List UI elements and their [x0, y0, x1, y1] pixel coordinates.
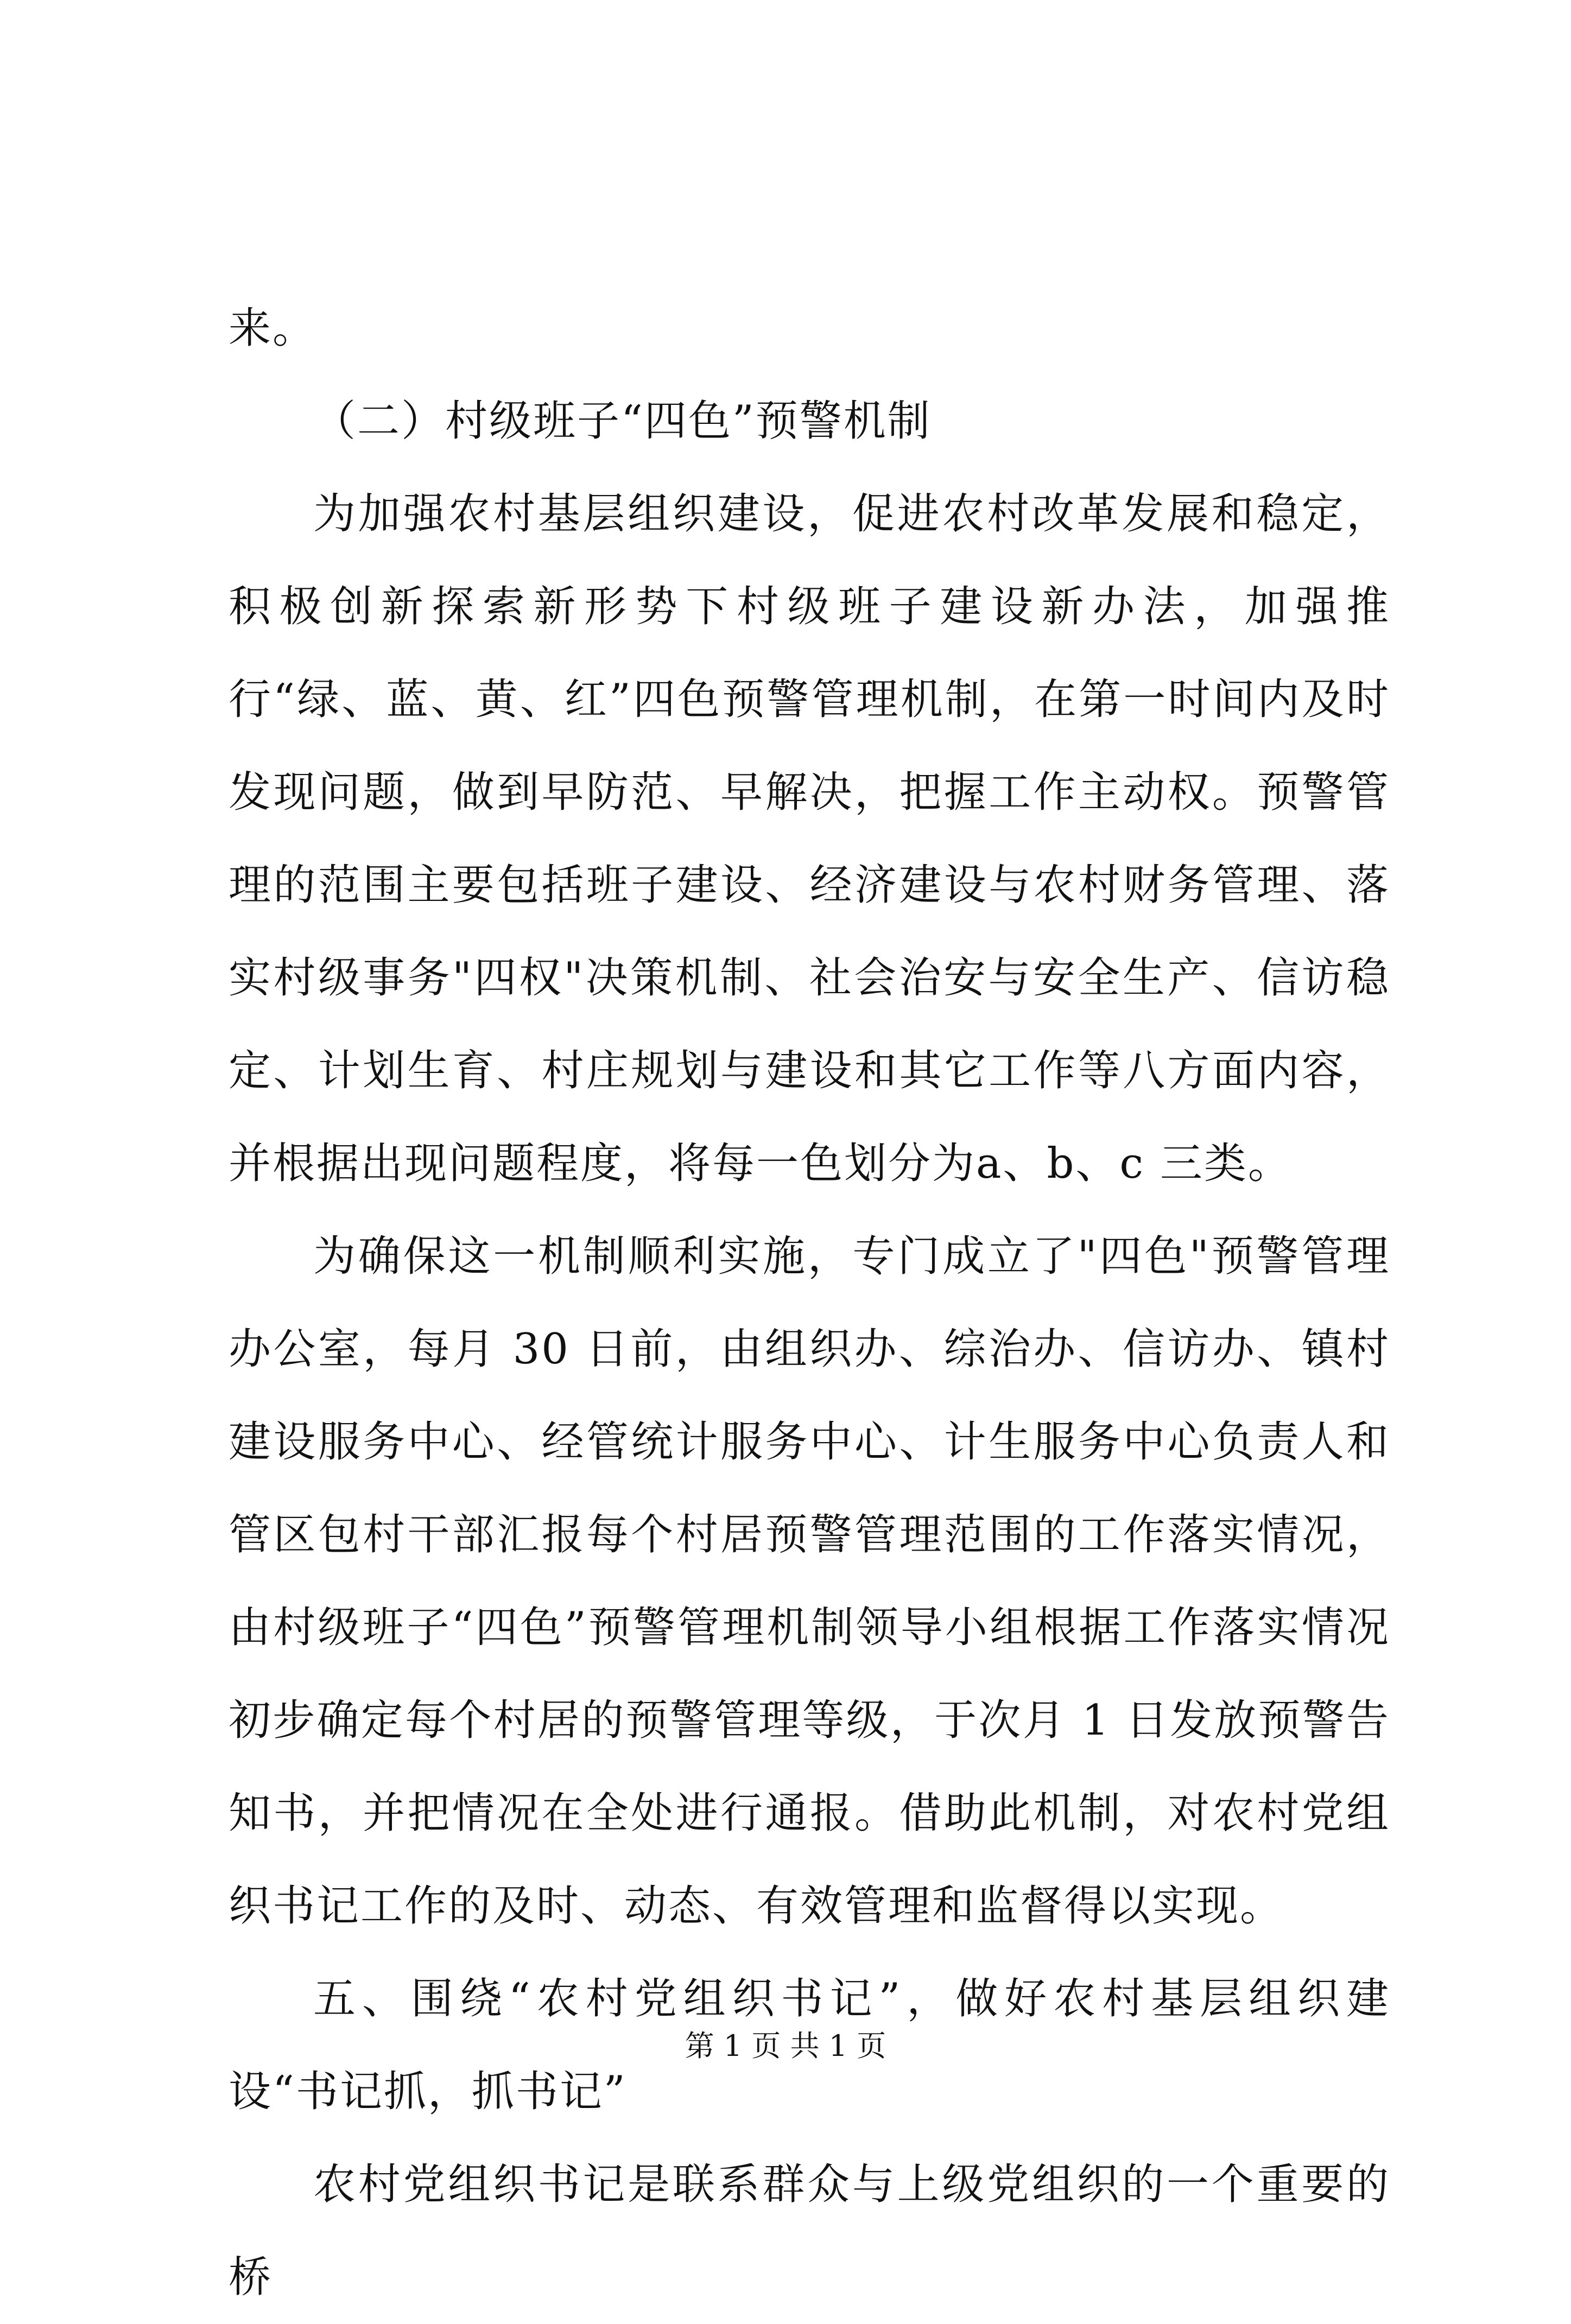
section-heading-party-secretary: 五、围绕“农村党组织书记”，做好农村基层组织建设“书记抓，抓书记” — [229, 1974, 1390, 2116]
section-heading-four-color-warning: （二）村级班子“四色”预警机制 — [313, 397, 932, 446]
document-body — [229, 282, 1390, 2324]
paragraph-party-secretary: 农村党组织书记是联系群众与上级党组织的一个重要的桥 — [229, 2160, 1390, 2302]
paragraph-warning-mechanism: 为加强农村基层组织建设，促进农村改革发展和稳定，积极创新探索新形势下村级班子建设新办法，加强推行“绿、蓝、黄、红”四色预警管理机制，在第一时间内及时发现问题，做到早防范、早解决，把握工作主动权。预警管理的范围主要包括班子建设、经济建设与农村财务管理、落实村级事务"四权"决策机制、社会治安与安全生产、信访稳定、计划生育、村庄规划与建设和其它工作等八方面内容，并根据出现问题程度，将每一色划分为a、b、c 三类。 — [229, 490, 1390, 1188]
page-number-footer: 第 1 页 共 1 页 — [685, 2029, 886, 2063]
paragraph-implementation: 为确保这一机制顺利实施，专门成立了"四色"预警管理办公室，每月 30 日前，由组织办、综治办、信访办、镇村建设服务中心、经管统计服务中心、计生服务中心负责人和管区包村干部汇报每个村居预警管理范围的工作落实情况，由村级班子“四色”预警管理机制领导小组根据工作落实情况初步确定每个村居的预警管理等级，于次月 1 日发放预警告知书，并把情况在全处进行通报。借助此机制，对农村党组织书记工作的及时、动态、有效管理和监督得以实现。 — [229, 1232, 1390, 1931]
paragraph-continuation: 来。 — [229, 304, 317, 353]
